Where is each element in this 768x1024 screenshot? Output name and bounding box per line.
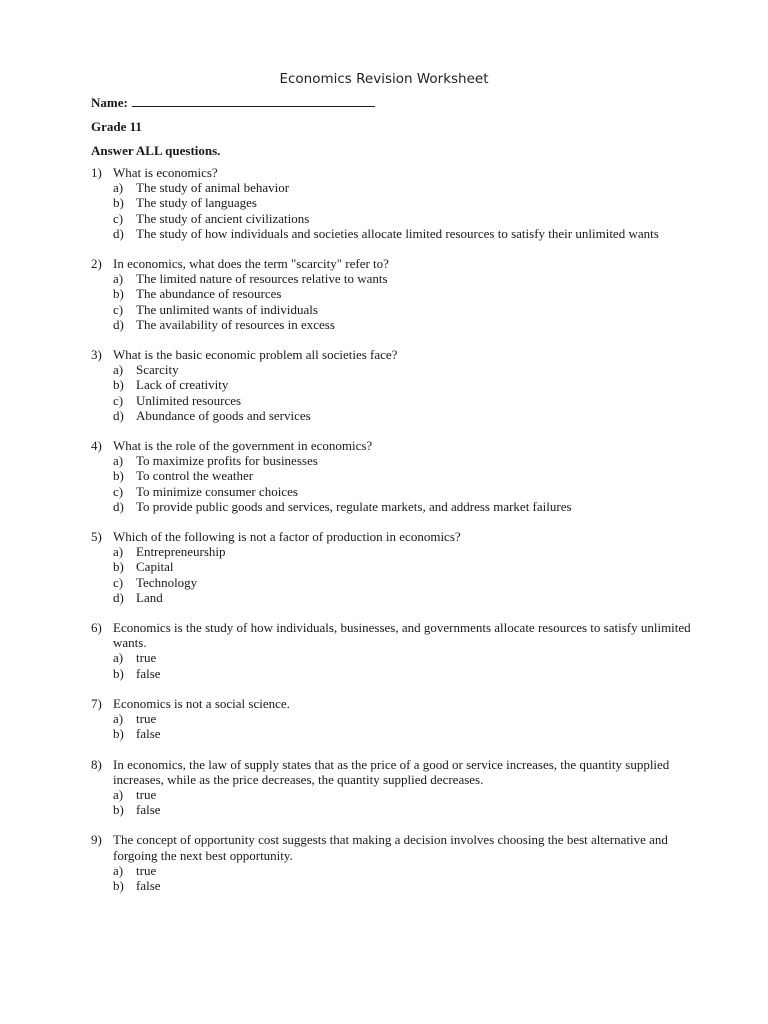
option-letter: d) — [113, 225, 124, 241]
answer-option — [91, 878, 691, 893]
instructions-label: Answer ALL questions. — [91, 143, 221, 158]
question-number: 7) — [91, 695, 102, 711]
option-text: Abundance of goods and services — [136, 407, 311, 423]
question-stem — [91, 757, 691, 787]
worksheet-header — [91, 94, 691, 159]
answer-option — [91, 362, 691, 377]
answer-option — [91, 408, 691, 423]
question-number: 1) — [91, 165, 102, 180]
option-letter: a) — [113, 362, 124, 378]
answer-option — [91, 180, 691, 195]
option-text: The limited nature of resources relative to wants — [136, 271, 388, 287]
option-letter: d) — [113, 316, 124, 332]
option-text: To maximize profits for businesses — [136, 453, 318, 469]
question-text: The concept of opportunity cost suggests that making a decision involves choosing the best alternative and forgoing the next best opportunity. — [113, 832, 668, 863]
answer-option — [91, 317, 691, 332]
option-letter: b) — [113, 877, 124, 893]
question-number: 9) — [91, 832, 102, 848]
name-label: Name: — [91, 95, 128, 110]
grade-label: Grade 11 — [91, 119, 142, 134]
question-number: 3) — [91, 347, 102, 363]
answer-option — [91, 302, 691, 317]
option-text: The study of how individuals and societies allocate limited resources to satisfy their unlimited wants — [136, 225, 659, 241]
answer-option — [91, 559, 691, 574]
answer-option — [91, 863, 691, 878]
question-6 — [91, 620, 691, 681]
option-text: true — [136, 786, 157, 802]
option-letter: d) — [113, 498, 124, 514]
option-text: true — [136, 650, 157, 666]
question-9 — [91, 832, 691, 893]
option-letter: b) — [113, 665, 124, 681]
question-number: 4) — [91, 438, 102, 454]
question-text: What is the basic economic problem all societies face? — [113, 347, 398, 363]
question-stem — [91, 696, 691, 711]
option-text: The study of animal behavior — [136, 180, 290, 196]
option-letter: a) — [113, 786, 124, 802]
option-letter: c) — [113, 574, 124, 590]
option-letter: b) — [113, 559, 124, 575]
option-letter: b) — [113, 195, 124, 211]
name-line — [91, 94, 691, 111]
name-blank-line — [132, 94, 375, 107]
option-letter: a) — [113, 862, 124, 878]
question-stem — [91, 347, 691, 362]
option-text: Lack of creativity — [136, 377, 229, 393]
question-text: Economics is not a social science. — [113, 695, 290, 711]
answer-option — [91, 544, 691, 559]
option-letter: b) — [113, 726, 124, 742]
question-list — [91, 165, 691, 908]
option-text: Entrepreneurship — [136, 544, 226, 560]
question-text: What is economics? — [113, 165, 218, 180]
option-text: true — [136, 862, 157, 878]
option-letter: a) — [113, 711, 124, 727]
option-letter: a) — [113, 453, 124, 469]
answer-option — [91, 468, 691, 483]
answer-option — [91, 802, 691, 817]
question-stem — [91, 256, 691, 271]
option-text: false — [136, 802, 161, 818]
option-letter: b) — [113, 377, 124, 393]
answer-option — [91, 787, 691, 802]
option-letter: c) — [113, 392, 124, 408]
question-stem — [91, 165, 691, 180]
option-text: true — [136, 711, 157, 727]
option-text: The unlimited wants of individuals — [136, 301, 318, 317]
option-text: Scarcity — [136, 362, 179, 378]
answer-option — [91, 393, 691, 408]
question-stem — [91, 832, 691, 862]
question-text: Economics is the study of how individuals, businesses, and governments allocate resources to satisfy unlimited wants. — [113, 620, 691, 651]
question-number: 8) — [91, 756, 102, 772]
option-letter: b) — [113, 802, 124, 818]
answer-option — [91, 286, 691, 301]
question-text: Which of the following is not a factor of production in economics? — [113, 529, 461, 545]
option-text: Technology — [136, 574, 198, 590]
option-text: false — [136, 877, 161, 893]
option-letter: a) — [113, 650, 124, 666]
option-letter: c) — [113, 210, 124, 226]
answer-option — [91, 453, 691, 468]
option-text: To control the weather — [136, 468, 254, 484]
answer-option — [91, 590, 691, 605]
question-7 — [91, 696, 691, 742]
answer-option — [91, 650, 691, 665]
option-text: The availability of resources in excess — [136, 316, 335, 332]
option-letter: a) — [113, 271, 124, 287]
answer-option — [91, 195, 691, 210]
question-text: In economics, what does the term "scarcity" refer to? — [113, 256, 389, 272]
question-5 — [91, 529, 691, 605]
answer-option — [91, 271, 691, 286]
option-letter: c) — [113, 301, 124, 317]
question-number: 6) — [91, 620, 102, 636]
worksheet-title: Economics Revision Worksheet — [279, 71, 489, 87]
answer-option — [91, 726, 691, 741]
option-text: Capital — [136, 559, 174, 575]
answer-option — [91, 575, 691, 590]
answer-option — [91, 226, 691, 241]
option-text: false — [136, 665, 161, 681]
question-stem — [91, 529, 691, 544]
option-letter: c) — [113, 483, 124, 499]
question-stem — [91, 438, 691, 453]
option-text: false — [136, 726, 161, 742]
answer-option — [91, 377, 691, 392]
option-letter: d) — [113, 589, 124, 605]
question-8 — [91, 757, 691, 818]
option-text: The study of languages — [136, 195, 257, 211]
question-text: What is the role of the government in economics? — [113, 438, 373, 454]
option-letter: d) — [113, 407, 124, 423]
option-text: Land — [136, 589, 163, 605]
answer-option — [91, 499, 691, 514]
question-number: 2) — [91, 256, 102, 272]
question-3 — [91, 347, 691, 423]
option-letter: a) — [113, 180, 124, 196]
option-letter: b) — [113, 286, 124, 302]
answer-option — [91, 711, 691, 726]
answer-option — [91, 211, 691, 226]
question-number: 5) — [91, 529, 102, 545]
question-stem — [91, 620, 691, 650]
option-text: Unlimited resources — [136, 392, 242, 408]
question-2 — [91, 256, 691, 332]
question-4 — [91, 438, 691, 514]
option-text: To provide public goods and services, regulate markets, and address market failures — [136, 498, 572, 514]
answer-option — [91, 484, 691, 499]
option-letter: b) — [113, 468, 124, 484]
option-text: The study of ancient civilizations — [136, 210, 310, 226]
option-text: To minimize consumer choices — [136, 483, 298, 499]
option-letter: a) — [113, 544, 124, 560]
question-text: In economics, the law of supply states that as the price of a good or service increases, the quantity supplied increases, while as the price decreases, the quantity supplied decreases. — [113, 756, 670, 787]
answer-option — [91, 666, 691, 681]
question-1 — [91, 165, 691, 241]
option-text: The abundance of resources — [136, 286, 282, 302]
